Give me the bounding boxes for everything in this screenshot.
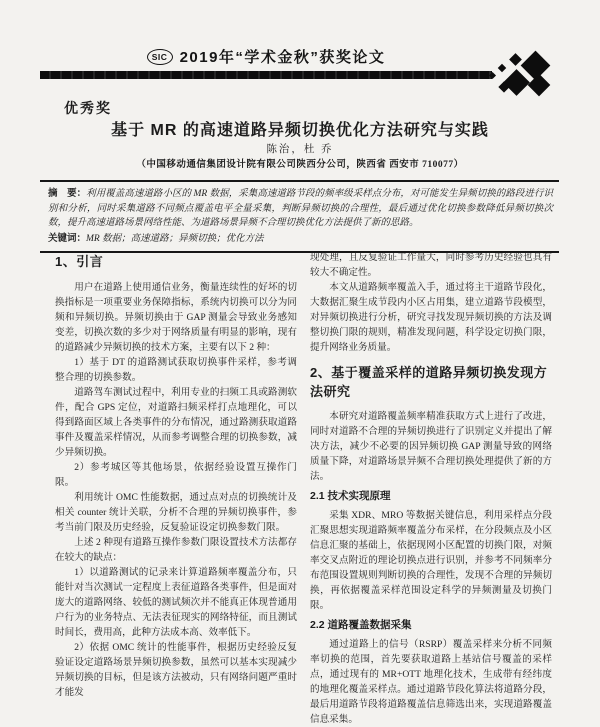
paragraph: 上述 2 种现有道路互操作参数门限设置技术方法都存在较大的缺点： (55, 537, 297, 563)
abstract-section (40, 180, 559, 253)
subsection-heading-2-2: 2.2 道路覆盖数据采集 (310, 619, 412, 631)
paragraph: 本研究对道路覆盖频率精准获取方式上进行了改进，同时对道路不合理的异频切换进行了识别定义并提出了解决方法，减少不必要的因异频切换 GAP 测量导致的网络质量下降，对道路场景异频不合理切换处理提供了新的方法。 (310, 411, 552, 482)
keywords-text: MR 数据；高速道路；异频切换；优化方法 (86, 233, 264, 244)
journal-header (40, 46, 492, 79)
award-badge: 优秀奖 (64, 100, 112, 116)
paragraph: 1）基于 DT 的道路测试获取切换事件采样，参考调整合理的切换参数。 (55, 357, 297, 383)
paragraph: 1）以道路测试的记录来计算道路频率覆盖分布，只能针对当次测试一定程度上表征道路各类事件，但是面对庞大的道路网络、较低的测试频次并不能真正体现普通用户行为的业务特点、无法表征现实的网络特征，而且测试时间长，费用高，此种方法成本高、效率低下。 (55, 567, 297, 638)
left-column (55, 250, 297, 727)
paper-title: 基于 MR 的高速道路异频切换优化方法研究与实践 (111, 122, 489, 139)
abstract-label: 摘 要： (48, 188, 87, 199)
diamond-ornament (462, 46, 572, 106)
paragraph: 采集 XDR、MRO 等数据关键信息，利用采样点分段汇聚思想实现道路频率覆盖分布采样，在分段频点及小区信息汇聚的基础上，依据现网小区配置的切换门限，对频率交叉点附近的理论切换点进行识别，并参考不同频率分布范围设置规则判断切换的合理性，发现不合理的异频切换，再依据覆盖采样范围设定科学的异频测量及切换门限。 (310, 510, 552, 611)
abstract-text: 利用覆盖高速道路小区的 MR 数据，采集高速道路节段的频率级采样点分布，对可能发生异频切换的路段进行识别和分析，同时采集道路不同频点覆盖电平全量采集，判断异频切换的合理性，最后通过优化切换参数降低异频切换次数，提升高速道路场景网络性能、为道路场景异频不合理切换优化方法提供了新的思路。 (48, 189, 553, 228)
paragraph-continuation: 现处理，且反复验证工作量大，同时参考历史经验也具有较大不确定性。 (310, 252, 552, 278)
diamond-icon (528, 74, 551, 97)
paragraph: 通过道路上的信号（RSRP）覆盖采样来分析不同频率切换的范围，首先要获取道路上基站信号覆盖的采样点，通过现有的 MR+OTT 地理化技术，生成带有经纬度的地理化覆盖采样点。通过道路节段化算法将道路分段，最后用道路节段将道路覆盖信息筛选出来，实现道路覆盖信息采集。 (310, 639, 552, 725)
paragraph: 2）依据 OMC 统计的性能事件，根据历史经验反复验证设定道路场景异频切换参数，虽然可以基本实现减少异频切换的目标，但是该方法被动，只有网络问题严重时才能发 (55, 642, 297, 698)
paragraph: 本文从道路频率覆盖入手，通过将主干道路节段化，大数据汇聚生成节段内小区占用集，建立道路节段模型，对异频切换进行分析，研究寻找发现异频切换的方法及调整切换门限的规则，精准发现问题，科学设定切换门限，提升网络业务质量。 (310, 282, 552, 353)
diamond-icon (503, 69, 530, 96)
paragraph: 道路驾车测试过程中，利用专业的扫频工具或路测软件，配合 GPS 定位，对道路扫频采样打点地理化，可以得到路面区域上各类事件的分布情况，通过路测获取道路事件及覆盖采样情况，从而参考调整合理的切换参数，减少异频切换。 (55, 387, 297, 458)
paragraph: 利用统计 OMC 性能数据，通过点对点的切换统计及相关 counter 统计关联，分析不合理的异频切换事件，参考当前门限及历史经验，反复验证设定切换参数门限。 (55, 492, 297, 533)
paper-affiliation: （中国移动通信集团设计院有限公司陕西分公司，陕西省 西安市 710077） (136, 160, 464, 170)
diamond-icon (509, 53, 522, 66)
body-columns (55, 250, 552, 727)
paragraph: 用户在道路上使用通信业务，衡量连续性的好坏的切换指标是一项重要业务保障指标，系统内切换可以分为同频和异频切换。异频切换由于 GAP 测量会导致业务感知变差，切换次数的多少对于网络质量有明显的影响，现有的道路减少异频切换的技术方案，主要有以下 2 种： (55, 282, 297, 353)
banner-title: 2019年“学术金秋”获奖论文 (179, 49, 386, 66)
abstract-paragraph (48, 187, 553, 231)
subsection-heading-2-1: 2.1 技术实现原理 (310, 490, 391, 502)
keywords-label: 关键词： (48, 232, 87, 244)
header-rule (40, 71, 492, 79)
section-heading-1: 1、引言 (55, 254, 104, 269)
paper-authors: 陈治，杜 乔 (266, 144, 334, 155)
section-heading-2: 2、基于覆盖采样的道路异频切换发现方法研究 (310, 365, 548, 399)
paragraph: 2）参考城区等其他场景，依据经验设置互操作门限。 (55, 462, 297, 488)
right-column (310, 250, 552, 727)
diamond-icon (489, 72, 496, 79)
diamond-icon (498, 64, 506, 72)
header-banner (40, 46, 492, 67)
keywords-line (48, 232, 553, 247)
sic-logo: SIC (147, 49, 173, 65)
